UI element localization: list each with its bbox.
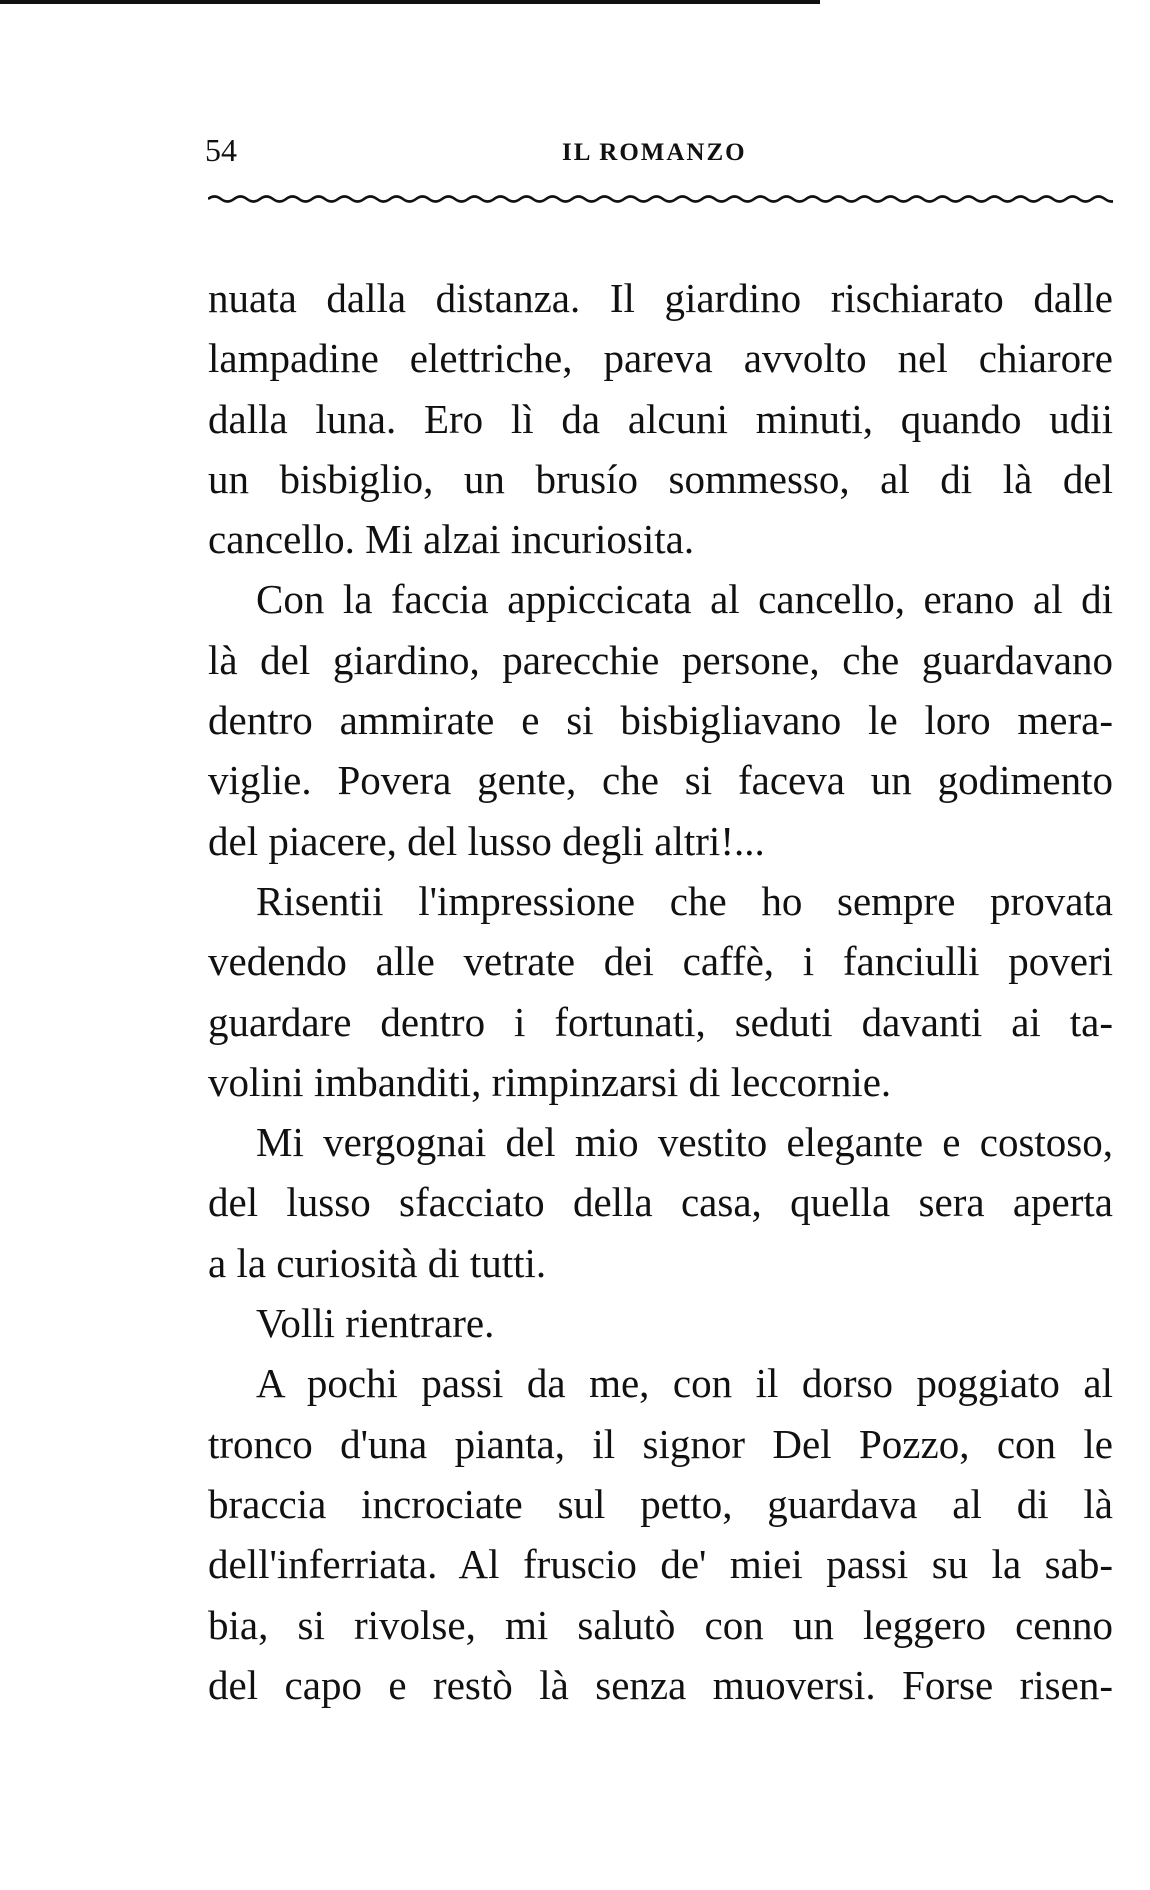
text-line: volini imbanditi, rimpinzarsi di leccornie. bbox=[208, 1058, 892, 1105]
text-line: Con la faccia appiccicata al cancello, erano al di bbox=[256, 576, 1113, 623]
text-line: Risentii l'impressione che ho sempre provata bbox=[256, 877, 1113, 924]
text-line: bia, si rivolse, mi salutò con un leggero cenno bbox=[208, 1601, 1113, 1648]
text-line: cancello. Mi alzai incuriosita. bbox=[208, 516, 695, 563]
text-line: là del giardino, parecchie persone, che guardavano bbox=[208, 636, 1113, 683]
text-line: vedendo alle vetrate dei caffè, i fanciulli poveri bbox=[208, 938, 1113, 985]
text-line: guardare dentro i fortunati, seduti davanti ai ta- bbox=[208, 998, 1113, 1045]
text-line: del lusso sfacciato della casa, quella sera aperta bbox=[208, 1179, 1113, 1226]
text-line: del piacere, del lusso degli altri!... bbox=[208, 817, 765, 864]
top-rule bbox=[0, 0, 820, 4]
text-line: a la curiosità di tutti. bbox=[208, 1239, 547, 1286]
text-line: A pochi passi da me, con il dorso poggiato al bbox=[256, 1360, 1113, 1407]
text-line: dentro ammirate e si bisbigliavano le loro mera- bbox=[208, 697, 1113, 744]
text-line: un bisbiglio, un brusío sommesso, al di là del bbox=[208, 455, 1113, 502]
text-line: viglie. Povera gente, che si faceva un godimento bbox=[208, 757, 1113, 804]
text-line: Mi vergognai del mio vestito elegante e costoso, bbox=[256, 1119, 1113, 1166]
text-line: nuata dalla distanza. Il giardino rischiarato dalle bbox=[208, 275, 1113, 321]
page-number: 54 bbox=[205, 132, 237, 168]
text-line: tronco d'una pianta, il signor Del Pozzo, con le bbox=[208, 1420, 1113, 1467]
text-line: del capo e restò là senza muoversi. Forse risen- bbox=[208, 1661, 1113, 1708]
running-title: IL ROMANZO bbox=[562, 139, 747, 166]
text-line: dalla luna. Ero lì da alcuni minuti, quando udii bbox=[208, 395, 1113, 442]
text-line: dell'inferriata. Al fruscio de' miei passi su la sab- bbox=[208, 1541, 1113, 1588]
text-line: Volli rientrare. bbox=[256, 1300, 495, 1347]
body-text bbox=[208, 268, 1113, 1715]
wavy-rule-ornament bbox=[208, 188, 1113, 210]
text-line: lampadine elettriche, pareva avvolto nel chiarore bbox=[208, 335, 1113, 382]
text-line: braccia incrociate sul petto, guardava al di là bbox=[208, 1480, 1113, 1527]
